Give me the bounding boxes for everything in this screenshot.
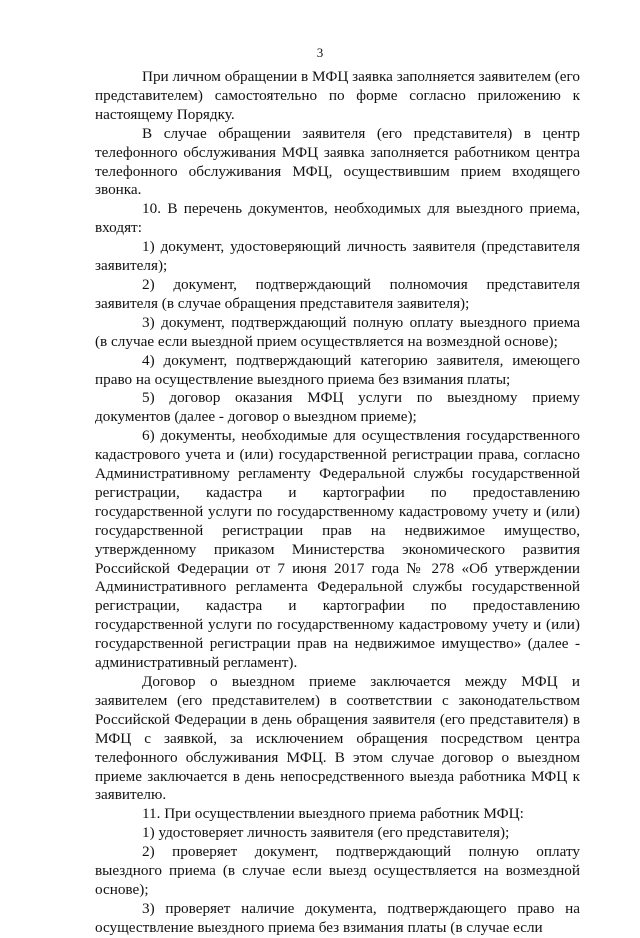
list-item-verify-identity: 1) удостоверяет личность заявителя (его представителя); bbox=[142, 824, 510, 842]
paragraph-item-11-heading: 11. При осуществлении выездного приема работник МФЦ: bbox=[142, 805, 524, 823]
list-item-identity-document: 1) документ, удостоверяющий личность заявителя (представителя заявителя); bbox=[95, 238, 580, 275]
page-number: 3 bbox=[316, 45, 324, 60]
paragraph-call-center: В случае обращении заявителя (его представителя) в центр телефонного обслуживания МФЦ заявка заполняется работником центра телефонного обслуживания МФЦ, осуществившим прием входящего звонка. bbox=[95, 124, 580, 199]
document-body bbox=[95, 68, 580, 938]
list-item-category-document: 4) документ, подтверждающий категорию заявителя, имеющего право на осуществление выездного приема без взимания платы; bbox=[95, 351, 580, 388]
paragraph-personal-visit: При личном обращении в МФЦ заявка заполняется заявителем (его представителем) самостоятельно по форме согласно приложению к настоящему Порядку. bbox=[95, 68, 580, 123]
list-item-payment-document: 3) документ, подтверждающий полную оплату выездного приема (в случае если выездной прием осуществляется на возмездной основе); bbox=[95, 313, 580, 350]
paragraph-contract-conclusion: Договор о выездном приеме заключается между МФЦ и заявителем (его представителем) в соответствии с законодательством Российской Федерации в день обращения заявителя (его представителя) в МФЦ с заявкой, за исключением обращения посредством центра телефонного обслуживания МФЦ. В этом случае договор о выездном приеме заключается в день непосредственного выезда работника МФЦ к заявителю. bbox=[95, 673, 580, 804]
list-item-verify-free-right: 3) проверяет наличие документа, подтверждающего право на осуществление выездного приема без взимания платы (в случае если bbox=[95, 899, 580, 936]
list-item-authority-document: 2) документ, подтверждающий полномочия представителя заявителя (в случае обращения представителя заявителя); bbox=[95, 275, 580, 312]
paragraph-item-10-heading: 10. В перечень документов, необходимых для выездного приема, входят: bbox=[95, 200, 580, 237]
list-item-service-contract: 5) договор оказания МФЦ услуги по выездному приему документов (далее - договор о выездном приеме); bbox=[95, 389, 580, 426]
list-item-registration-documents: 6) документы, необходимые для осуществления государственного кадастрового учета и (или) государственной регистрации права, согласно Административному регламенту Федеральной службы государственной регистрации, кадастра и картографии по предоставлению государственной услуги по государственному кадастровому учету и (или) государственной регистрации прав на недвижимое имущество, утвержденному приказом Министерства экономического развития Российской Федерации от 7 июня 2017 года № 278 «Об утверждении Административного регламента Федеральной службы государственной регистрации, кадастра и картографии по предоставлению государственной услуги по государственному кадастровому учету и (или) государственной регистрации прав на недвижимое имущество» (далее - административный регламент). bbox=[95, 427, 580, 672]
list-item-verify-payment: 2) проверяет документ, подтверждающий полную оплату выездного приема (в случае если выезд осуществляется на возмездной основе); bbox=[95, 843, 580, 898]
